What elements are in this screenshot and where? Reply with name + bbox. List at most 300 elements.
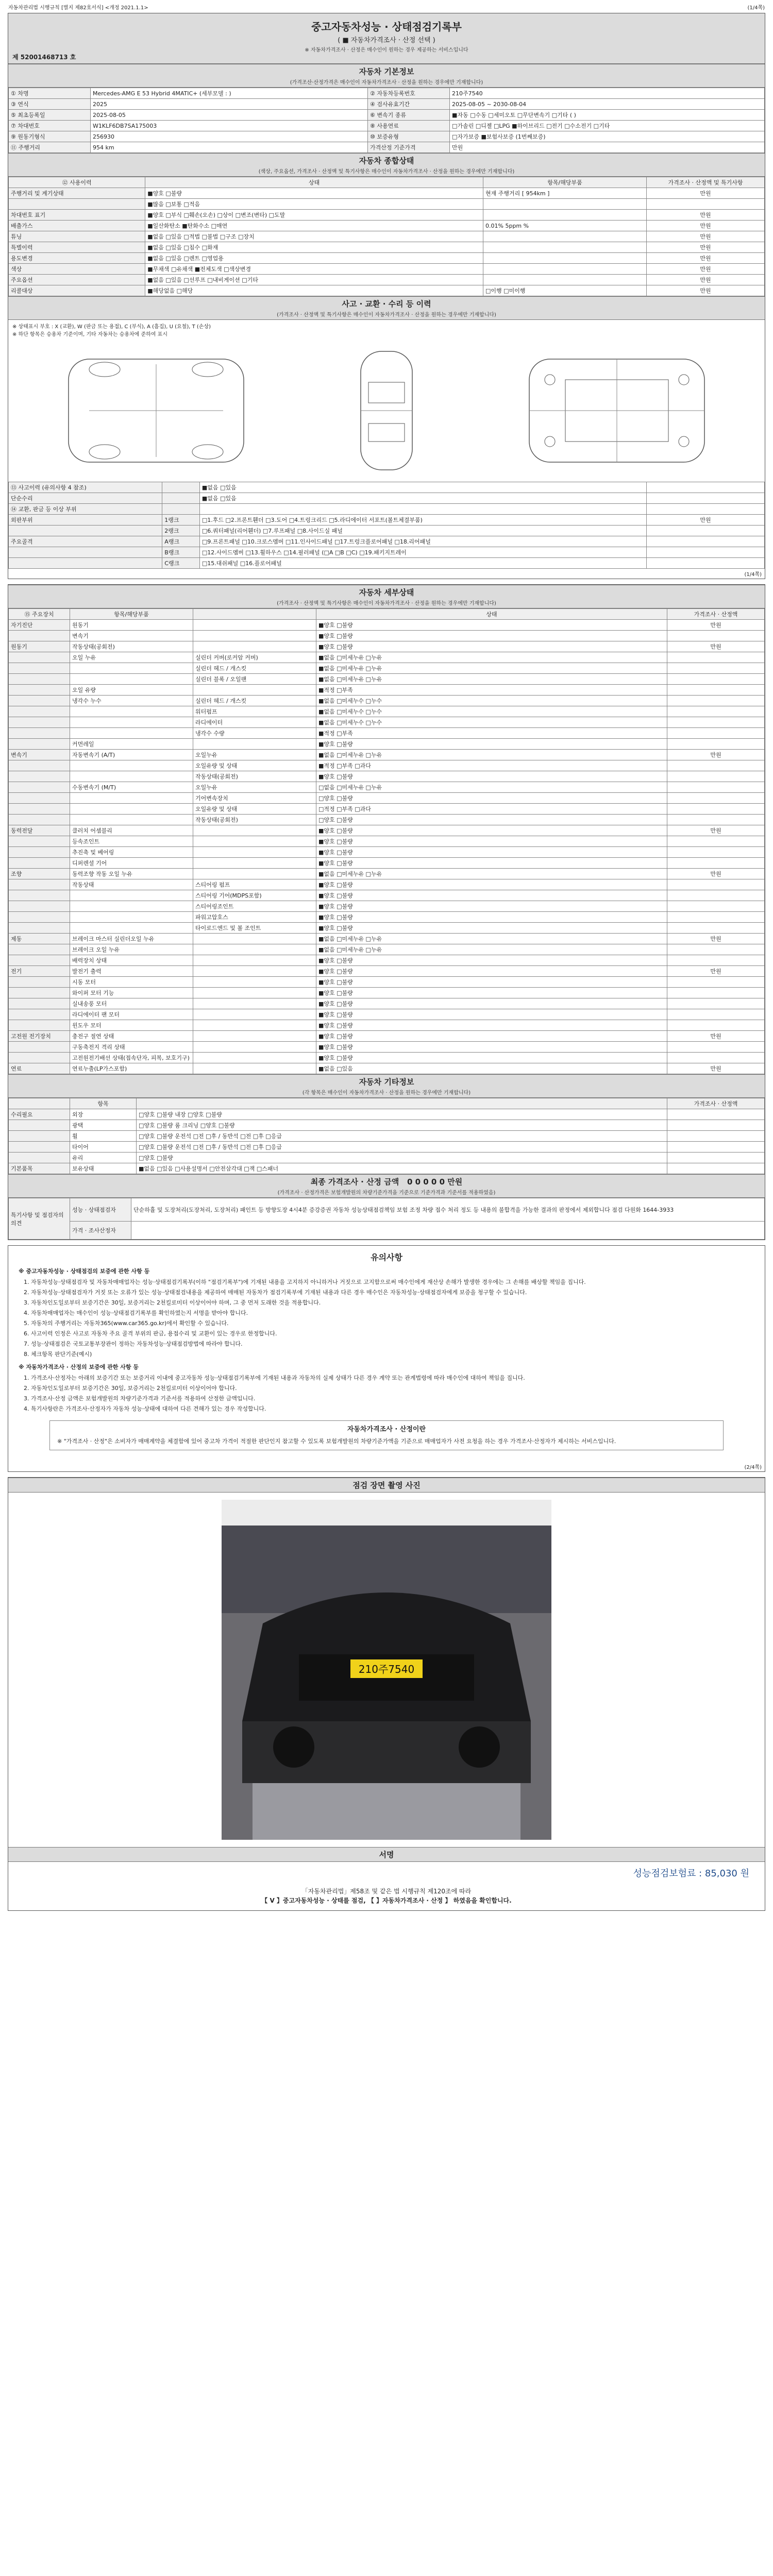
other-row [9,1131,765,1142]
detail-device: 연료 [9,1063,70,1074]
detail-state: □양호 □불량 [316,793,667,804]
appraisal-box-text: ※ "가격조사 · 산정"은 소비자가 매매계약을 체결함에 있어 중고차 가격이 적절한 판단인지 참고할 수 있도록 보험개발원의 차량기준가액을 기준으로 매매업자가 사전 요청을 하는 경우 가격조사·산정자가 제시하는 서비스입니다. [57,1438,616,1445]
other-head-row [9,1098,765,1109]
detail-price [667,685,765,696]
summary-row [9,210,765,221]
accident-group: 주요골격 [9,536,162,547]
detail-state: ■양호 □불량 [316,641,667,652]
summary-state: ■없음 □있음 □렌트 □영업용 [145,253,483,264]
accident-row [9,526,765,536]
detail-price [667,815,765,825]
detail-row [9,901,765,912]
detail-item: 작동상태 [70,879,193,890]
accident-parts: □6.쿼터패널(리어휀더) □7.루프패널 □8.사이드실 패널 [199,526,646,536]
detail-item: 연료누출(LP가스포함) [70,1063,193,1074]
detail-item [70,771,193,782]
detail-head: 상태 [316,609,667,620]
detail-item: 자동변속기 (A/T) [70,750,193,760]
detail-item: 동력조향 작동 오일 누유 [70,869,193,879]
accident-price [647,536,765,547]
accident-title: 사고 · 교환 · 수리 등 이력 [342,299,431,309]
detail-price [667,739,765,750]
summary-item: 튜닝 [9,231,145,242]
detail-device [9,739,70,750]
detail-price: 만원 [667,641,765,652]
photo-title: 점검 장면 촬영 사진 [352,1481,421,1490]
summary-state: ■없음 □있음 □적법 □불법 □구조 □장치 [145,231,483,242]
notice-items-2 [19,1374,754,1413]
detail-state: ■양호 □불량 [316,1053,667,1063]
summary-state: ■없음 □있음 □선루프 □내비게이션 □기타 [145,275,483,285]
accident-price [647,504,765,515]
basic-value: 256930 [91,131,368,142]
detail-row [9,641,765,652]
detail-price [667,1009,765,1020]
detail-part: 냉각수 수량 [193,728,316,739]
notice-item-2: 2. 자동차인도일로부터 보증기간은 30일, 보증거리는 2천킬로미터 이상이어야 합니다. [24,1385,237,1392]
detail-state: ■양호 □불량 [316,1042,667,1053]
detail-state: ■적정 □부족 □과다 [316,760,667,771]
page-number-2: (2/4쪽) [744,1465,762,1470]
detail-item [70,923,193,934]
accident-parts: ■없음 □있음 [199,482,646,493]
other-item: 타이어 [70,1142,137,1153]
detail-row [9,923,765,934]
detail-part: 실린더 헤드 / 개스킷 [193,696,316,706]
accident-row [9,558,765,569]
notice-item: 8. 체크항목 판단기준(예시) [24,1351,92,1358]
detail-state: □적정 □부족 □과다 [316,804,667,815]
detail-state: ■양호 □불량 [316,879,667,890]
other-row [9,1120,765,1131]
detail-item: 브레이크 마스터 실린더오일 누유 [70,934,193,944]
summary-price: 만원 [647,221,765,231]
detail-item: 수동변속기 (M/T) [70,782,193,793]
detail-device [9,674,70,685]
detail-row [9,674,765,685]
appraisal-box [49,1420,724,1450]
detail-part [193,977,316,988]
summary-state: ■없음 □있음 □침수 □화재 [145,242,483,253]
detail-item: 추진축 및 베어링 [70,847,193,858]
detail-device [9,1053,70,1063]
detail-row [9,1020,765,1031]
detail-row [9,879,765,890]
accident-row [9,493,765,504]
detail-device [9,804,70,815]
other-head: 항목 [70,1098,137,1109]
basic-value: ■자동 □수동 □세미오토 □무단변속기 □기타 ( ) [450,110,765,121]
detail-part [193,955,316,966]
detail-state: ■양호 □불량 [316,847,667,858]
accident-price [647,482,765,493]
summary-detail [483,199,647,210]
sign-header [8,1847,765,1862]
detail-price [667,663,765,674]
summary-item: 주행거리 및 계기상태 [9,188,145,199]
summary-state: ■양호 □부식 □훼손(오손) □상이 □변조(변타) □도말 [145,210,483,221]
insurance-fee: 성능점검보험료 : 85,030 원 [633,1868,749,1879]
detail-part [193,1020,316,1031]
detail-part [193,825,316,836]
detail-item [70,901,193,912]
summary-item: 리콜대상 [9,285,145,296]
detail-state: ■없음 □미세누수 □누수 [316,696,667,706]
detail-state: ■양호 □불량 [316,858,667,869]
detail-device: 제동 [9,934,70,944]
detail-device [9,955,70,966]
summary-state: ■양호 □불량 [145,188,483,199]
detail-device [9,944,70,955]
detail-head [193,609,316,620]
accident-price: 만원 [647,515,765,526]
summary-detail [483,242,647,253]
summary-row [9,285,765,296]
summary-head: 항목/해당부품 [483,177,647,188]
accident-price [647,547,765,558]
accident-group [9,558,162,569]
detail-row [9,825,765,836]
detail-row [9,728,765,739]
accident-price [647,526,765,536]
detail-part [193,1009,316,1020]
notice-item: 7. 성능·상태점검은 국토교통부장관이 정하는 자동차성능·상태점검방법에 따라야 합니다. [24,1341,243,1347]
summary-price: 만원 [647,210,765,221]
form-regulation: 자동차관리법 시행규칙 [별지 제82호서식] <개정 2021.1.1> [8,5,148,11]
detail-state: □양호 □불량 [316,815,667,825]
other-head [137,1098,667,1109]
summary-table [8,177,765,296]
detail-row [9,836,765,847]
detail-price [667,988,765,998]
fee-line [8,1862,765,1884]
detail-device: 조향 [9,869,70,879]
detail-price: 만원 [667,934,765,944]
detail-device [9,717,70,728]
summary-detail: 0.01% 5ppm % [483,221,647,231]
detail-part: 라디에이터 [193,717,316,728]
detail-item [70,760,193,771]
detail-row [9,663,765,674]
summary-price: 만원 [647,264,765,275]
detail-row [9,706,765,717]
detail-price: 만원 [667,1031,765,1042]
page-4 [8,1477,765,1911]
other-row [9,1109,765,1120]
detail-item: 구동축전지 격리 상태 [70,1042,193,1053]
notice-item-2: 4. 특기사항란은 가격조사·산정자가 자동차 성능·상태에 대하여 다른 견해가 있는 경우 작성합니다. [24,1405,266,1412]
basic-label: ⑨ 원동기형식 [9,131,91,142]
detail-row [9,782,765,793]
basic-info-header [8,64,765,88]
detail-device [9,793,70,804]
summary-item: 주요옵션 [9,275,145,285]
detail-device [9,1042,70,1053]
detail-state: ■양호 □불량 [316,977,667,988]
detail-price [667,1020,765,1031]
accident-parts [199,504,646,515]
detail-state: ■양호 □불량 [316,631,667,641]
photo-header [8,1478,765,1493]
detail-header [8,585,765,608]
detail-item: 실내송풍 모터 [70,998,193,1009]
detail-device [9,782,70,793]
other-price [667,1142,765,1153]
detail-item: 원동기 [70,620,193,631]
detail-item [70,912,193,923]
detail-price [667,760,765,771]
other-item: 보유상태 [70,1163,137,1174]
summary-detail [483,210,647,221]
detail-row [9,869,765,879]
detail-table [8,608,765,1074]
detail-row [9,760,765,771]
basic-value: 2025-08-05 [91,110,368,121]
detail-state: ■적정 □부족 [316,728,667,739]
detail-row [9,934,765,944]
detail-price [667,782,765,793]
basic-label: ③ 연식 [9,99,91,110]
detail-device [9,771,70,782]
document-title: 중고자동차성능 · 상태점검기록부 [311,21,462,33]
basic-value: 2025-08-05 ~ 2030-08-04 [450,99,765,110]
final-price-sub: (가격조사 · 산정가격은 보험개발원의 차량기준가격을 기준으로 기준가격과 기준서를 적용하였음) [277,1190,496,1196]
other-state: ■없음 □있음 □사용설명서 □안전삼각대 □잭 □스패너 [137,1163,667,1174]
detail-price: 만원 [667,869,765,879]
accident-rank: A랭크 [162,536,200,547]
detail-state: ■양호 □불량 [316,923,667,934]
accident-group: 단순수리 [9,493,162,504]
page-2 [8,584,765,1240]
detail-state: ■양호 □불량 [316,998,667,1009]
other-price [667,1131,765,1142]
detail-state: ■없음 □미세누유 □누유 [316,652,667,663]
basic-info-title: 자동차 기본정보 [359,67,414,76]
final-price-header [8,1174,765,1198]
notice-items [19,1278,754,1359]
detail-row [9,944,765,955]
detail-device [9,988,70,998]
accident-rank: C랭크 [162,558,200,569]
summary-row [9,231,765,242]
detail-state: □없음 □미세누유 □누유 [316,782,667,793]
other-state: □양호 □불량 내장 □양호 □불량 [137,1109,667,1120]
notice-heading-1: ※ 중고자동차성능 · 상태점검의 보증에 관한 사항 등 [19,1268,150,1275]
summary-state: ■일산화탄소 ■탄화수소 □매연 [145,221,483,231]
detail-state: ■없음 □미세누유 □누유 [316,674,667,685]
detail-state: ■없음 □미세누수 □누수 [316,717,667,728]
detail-device [9,998,70,1009]
car-diagrams [8,340,765,482]
detail-item [70,815,193,825]
basic-value: 210주7540 [450,88,765,99]
detail-head-row [9,609,765,620]
accident-rank: 1랭크 [162,515,200,526]
accident-note-2: ※ 하단 항목은 승용차 기준이며, 기타 자동차는 승용차에 준하여 표시 [12,332,167,337]
other-state: □양호 □불량 [137,1153,667,1163]
other-item: 휠 [70,1131,137,1142]
accident-row [9,536,765,547]
detail-price [667,890,765,901]
basic-label: ④ 검사유효기간 [368,99,450,110]
summary-row [9,199,765,210]
detail-part: 기어변속장치 [193,793,316,804]
notice-item-2: 1. 가격조사·산정자는 아래의 보증기간 또는 보증거리 이내에 중고자동차 성능·상태점검기록부에 기재된 내용과 자동차의 실제 상태가 다른 경우 계약 또는 관계법령에 따라 매수인에 대하여 책임을 집니다. [24,1375,525,1381]
detail-price [667,977,765,988]
detail-title: 자동차 세부상태 [359,588,414,597]
detail-price [667,706,765,717]
detail-device [9,1009,70,1020]
detail-item: 브레이크 오일 누유 [70,944,193,955]
confirm-line-2: 【 V 】중고자동차성능 · 상태를 점검, 【 】자동차가격조사 · 산정 】 하였음을 확인합니다. [261,1897,512,1904]
notice-item: 2. 자동차성능·상태점검자가 거짓 또는 오류가 있는 성능·상태점검내용을 제공하여 매매된 자동차가 점검기록부에 기재된 내용과 다른 경우 매수인은 자동차성능·상태점검자에게 보증을 청구할 수 있습니다. [24,1289,527,1296]
summary-price: 만원 [647,188,765,199]
accident-parts: □1.후드 □2.프론트휀더 □3.도어 □4.트렁크리드 □5.라디에이터 서포트(볼트체결부품) [199,515,646,526]
detail-price [667,923,765,934]
special-label: 특기사항 및 점검자의 의견 [9,1198,70,1240]
detail-price [667,912,765,923]
summary-head: ⑫ 사용이력 [9,177,145,188]
summary-price: 만원 [647,242,765,253]
detail-part: 스티어링 펌프 [193,879,316,890]
detail-head: 항목/해당부품 [70,609,193,620]
confirm-line-1: 「자동차관리법」제58조 및 같은 법 시행규칙 제120조에 따라 [301,1888,472,1895]
special-table [8,1198,765,1240]
detail-row [9,890,765,901]
notice-item: 6. 사고이력 인정은 사고로 자동차 주요 골격 부위의 판금, 용접수리 및 교환이 있는 경우로 한정합니다. [24,1330,277,1337]
detail-row [9,717,765,728]
summary-state: ■무채색 □유채색 ■전체도색 □색상변경 [145,264,483,275]
accident-rank [162,482,200,493]
detail-state: ■양호 □불량 [316,1009,667,1020]
other-table [8,1098,765,1174]
detail-row [9,652,765,663]
detail-state: ■없음 □미세누유 □누유 [316,750,667,760]
detail-state: ■양호 □불량 [316,1020,667,1031]
special-inspector-value: 단순하휼 및 도장처리(도장처리, 도장처리) 패인트 등 방향도장 4시4분 증강증권 자동차 성능상태점검책임 보험 조정 차량 접수 처리 정도 등 내용의 불합격을 가능한 결과의 판정에서 제외합니다 점검 다원화 1644-3933 [131,1198,765,1222]
final-price-title: 최종 가격조사 · 산정 금액 0 0 0 0 0 만원 [310,1177,463,1187]
summary-row [9,188,765,199]
other-state: □양호 □불량 운전석 □전 □후 / 동반석 □전 □후 □응급 [137,1142,667,1153]
detail-row [9,631,765,641]
special-appraiser-value [131,1222,765,1240]
detail-part [193,847,316,858]
detail-price [667,1042,765,1053]
summary-head: 상태 [145,177,483,188]
accident-parts: □9.프론트패널 □10.크로스멤버 □11.인사이드패널 □17.트렁크플로어패널 □18.리어패널 [199,536,646,547]
basic-row [9,88,765,99]
basic-label: ⑪ 주행거리 [9,142,91,153]
accident-rank: B랭크 [162,547,200,558]
other-item: 외장 [70,1109,137,1120]
detail-item [70,706,193,717]
other-row [9,1153,765,1163]
car-diagram-right [519,349,715,472]
other-group: 수리필요 [9,1109,70,1120]
detail-item: 등속조인트 [70,836,193,847]
detail-row [9,1063,765,1074]
detail-device [9,836,70,847]
other-header [8,1074,765,1098]
detail-price [667,836,765,847]
detail-item [70,663,193,674]
detail-item: 작동상태(공회전) [70,641,193,652]
accident-row [9,504,765,515]
detail-row [9,1042,765,1053]
detail-device [9,912,70,923]
basic-value: 2025 [91,99,368,110]
detail-price [667,674,765,685]
other-group [9,1142,70,1153]
detail-item: 와이퍼 모터 기능 [70,988,193,998]
accident-price [647,493,765,504]
detail-head: 가격조사 · 산정액 [667,609,765,620]
detail-state: ■양호 □불량 [316,739,667,750]
detail-device: 자기진단 [9,620,70,631]
detail-price [667,879,765,890]
detail-price [667,696,765,706]
detail-price [667,1053,765,1063]
detail-part [193,944,316,955]
accident-notes [8,320,765,340]
detail-state: ■양호 □불량 [316,955,667,966]
detail-head: ⑮ 주요장치 [9,609,70,620]
special-appraiser-label: 가격 · 조사산정자 [70,1222,131,1240]
detail-price: 만원 [667,966,765,977]
detail-device [9,923,70,934]
special-inspector-label: 성능 · 상태점검자 [70,1198,131,1222]
detail-part: 워터펌프 [193,706,316,717]
detail-row [9,1009,765,1020]
detail-device: 원동기 [9,641,70,652]
detail-device [9,652,70,663]
detail-state: ■양호 □불량 [316,966,667,977]
detail-device [9,858,70,869]
basic-label: ⑩ 보증유형 [368,131,450,142]
detail-device [9,663,70,674]
detail-item: 충전구 절연 상태 [70,1031,193,1042]
detail-state: ■양호 □불량 [316,771,667,782]
detail-row [9,977,765,988]
car-diagram-top [345,346,428,475]
detail-part: 실린더 블록 / 오일팬 [193,674,316,685]
accident-table [8,482,765,569]
notice-item: 1. 자동차성능·상태점검자 및 자동차매매업자는 성능·상태점검기록부(이하 "점검기록부")에 기재된 내용을 고지하지 아니하거나 거짓으로 고지함으로써 매수인에게 재산상 손해가 발생한 경우에는 그 손해를 배상할 책임을 집니다. [24,1279,586,1285]
detail-price: 만원 [667,750,765,760]
detail-part [193,988,316,998]
detail-item: 시동 모터 [70,977,193,988]
summary-head: 가격조사 · 산정액 및 특기사항 [647,177,765,188]
basic-row [9,142,765,153]
detail-item: 커먼레일 [70,739,193,750]
detail-row [9,685,765,696]
detail-part [193,685,316,696]
detail-part [193,641,316,652]
detail-row [9,1031,765,1042]
summary-title: 자동차 종합상태 [359,156,414,165]
detail-price [667,717,765,728]
detail-item: 클러치 어셈블리 [70,825,193,836]
basic-row [9,131,765,142]
notice-item: 3. 자동차인도일로부터 보증기간은 30일, 보증거리는 2천킬로미터 이상이어야 하며, 그 중 먼저 도래한 것을 적용합니다. [24,1299,321,1306]
detail-row [9,966,765,977]
other-price [667,1153,765,1163]
summary-price: 만원 [647,285,765,296]
detail-state: ■없음 □미세누유 □누유 [316,944,667,955]
summary-row [9,242,765,253]
other-group: 기본품목 [9,1163,70,1174]
accident-row [9,547,765,558]
